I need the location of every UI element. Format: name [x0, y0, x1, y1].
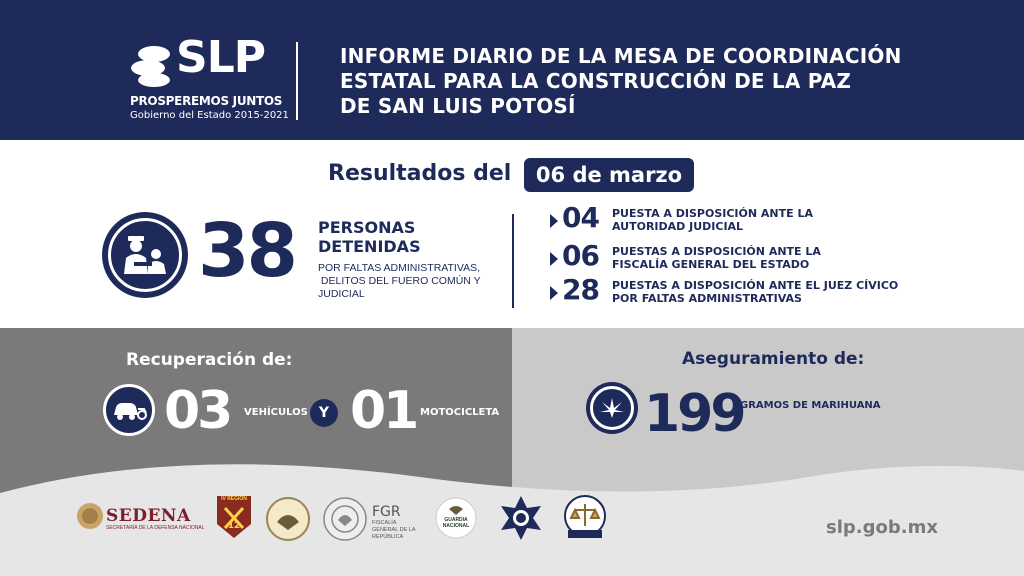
vehicles-label: VEHÍCULOS [244, 407, 308, 418]
arrow-right-icon [550, 252, 558, 266]
national-guard-seal-icon [265, 496, 311, 542]
police-arrest-icon [118, 228, 172, 282]
sedena-subtitle: SECRETARÍA DE LA DEFENSA NACIONAL [106, 525, 205, 531]
date-badge: 06 de marzo [524, 158, 694, 192]
disposition-count: 28 [562, 273, 599, 306]
disposition-text-line: AUTORIDAD JUDICIAL [612, 220, 744, 233]
sedena-logo-text: SEDENA [106, 506, 191, 526]
logo-subtitle: Gobierno del Estado 2015-2021 [130, 110, 289, 121]
detained-description [318, 262, 493, 301]
detained-desc-line: DELITOS DEL FUERO COMÚN Y [318, 275, 481, 287]
justice-seal-icon [560, 494, 610, 542]
motorcycle-label: MOTOCICLETA [420, 407, 500, 418]
leaf-icon [598, 394, 626, 422]
recovery-title: Recuperación de: [126, 350, 293, 370]
marijuana-label: GRAMOS DE MARIHUANA [740, 400, 881, 411]
disposition-count: 04 [562, 201, 599, 234]
detained-desc-line: JUDICIAL [318, 288, 365, 300]
detained-title [318, 218, 498, 256]
marijuana-leaf-icon [586, 382, 638, 434]
disposition-count: 06 [562, 239, 599, 272]
detained-desc-line: POR FALTAS ADMINISTRATIVAS, [318, 262, 481, 274]
disposition-text-line: FISCALÍA GENERAL DEL ESTADO [612, 258, 810, 271]
disposition-text-line: PUESTAS A DISPOSICIÓN ANTE LA [612, 245, 821, 258]
header-banner [0, 0, 1024, 140]
arrow-right-icon [550, 286, 558, 300]
detained-title-line: DETENIDAS [318, 237, 421, 256]
disposition-text-line: PUESTAS A DISPOSICIÓN ANTE EL JUEZ CÍVICO [612, 279, 899, 292]
results-label: Resultados del [328, 161, 512, 186]
disposition-text-line: POR FALTAS ADMINISTRATIVAS [612, 292, 802, 305]
car-motorcycle-icon [103, 384, 155, 436]
marijuana-count: 199 [644, 384, 744, 444]
logo-tagline: PROSPEREMOS JUNTOS [130, 94, 283, 108]
motorcycle-count: 01 [350, 381, 417, 441]
fgr-logo-text: FGR [372, 504, 401, 520]
arrow-right-icon [550, 214, 558, 228]
mexico-coat-of-arms-icon [322, 496, 368, 542]
fgr-subtitle: FISCALÍA GENERAL DE LA REPÚBLICA [372, 520, 416, 540]
detained-persons-icon [102, 212, 188, 298]
guardia-nacional-text: GUARDIA NACIONAL [442, 517, 470, 529]
region-label: IV REGIÓN [221, 496, 247, 502]
detained-count: 38 [198, 208, 295, 294]
website-url[interactable]: slp.gob.mx [826, 517, 938, 538]
section-divider [512, 214, 514, 308]
disposition-text [612, 279, 902, 305]
slp-logo-icon [130, 44, 174, 88]
title-line: DE SAN LUIS POTOSÍ [340, 94, 576, 118]
seizure-title: Aseguramiento de: [682, 349, 865, 369]
mexico-seal-icon [76, 502, 104, 530]
title-line: INFORME DIARIO DE LA MESA DE COORDINACIÓN [340, 44, 902, 68]
vehicle-icon [112, 397, 148, 423]
connector-badge: Y [310, 399, 338, 427]
disposition-text [612, 245, 902, 271]
disposition-text [612, 207, 902, 233]
region-number: 12 [227, 521, 241, 531]
page-title [340, 44, 940, 119]
disposition-text-line: PUESTA A DISPOSICIÓN ANTE LA [612, 207, 813, 220]
vehicles-count: 03 [164, 381, 231, 441]
detained-title-line: PERSONAS [318, 218, 416, 237]
slp-logo-text: SLP [176, 32, 265, 83]
header-divider [296, 42, 298, 120]
title-line: ESTATAL PARA LA CONSTRUCCIÓN DE LA PAZ [340, 69, 852, 93]
police-star-icon [497, 494, 545, 542]
